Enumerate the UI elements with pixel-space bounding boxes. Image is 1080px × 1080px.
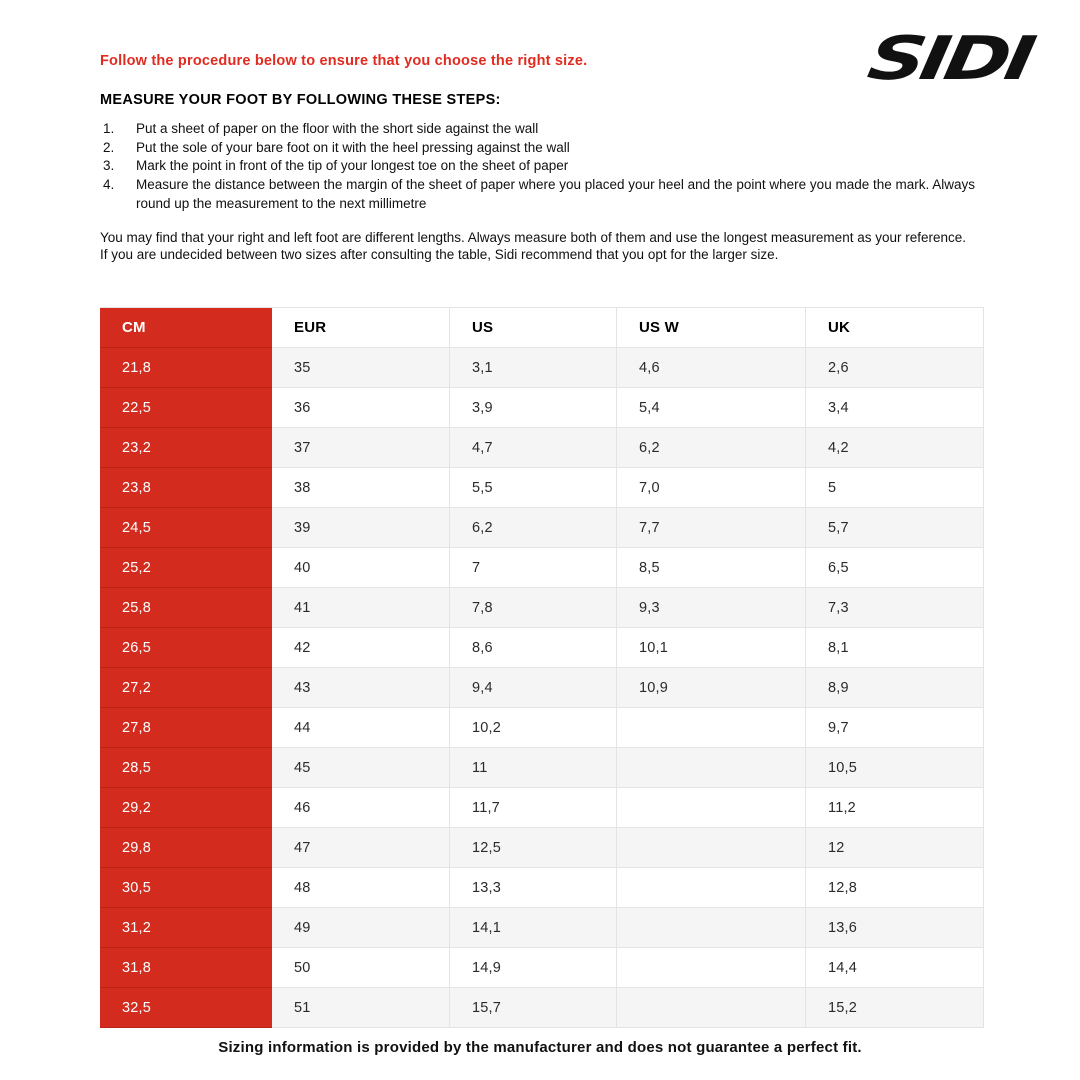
cell-cm: 26,5	[100, 628, 272, 668]
cell-us: 10,2	[450, 708, 617, 748]
table-row	[100, 708, 984, 748]
cell-cm: 27,2	[100, 668, 272, 708]
cell-us: 4,7	[450, 428, 617, 468]
note-larger-size: If you are undecided between two sizes after consulting the table, Sidi recommend that you opt for the larger size.	[100, 247, 779, 263]
step-item-2	[103, 139, 981, 158]
step-text: Mark the point in front of the tip of your longest toe on the sheet of paper	[136, 158, 569, 174]
table-row	[100, 508, 984, 548]
step-item-1	[103, 120, 981, 139]
step-text: Measure the distance between the margin of the sheet of paper where you placed your heel and the point where you made the mark. Always round up the measurement to the next millimetre	[136, 177, 976, 211]
cell-eur: 45	[272, 748, 450, 788]
cell-uk: 14,4	[806, 948, 984, 988]
cell-cm: CM	[100, 308, 272, 348]
cell-usw: 5,4	[617, 388, 806, 428]
table-row	[100, 428, 984, 468]
step-number: 1.	[103, 121, 115, 136]
table-row	[100, 948, 984, 988]
cell-us: US	[450, 308, 617, 348]
cell-us: 5,5	[450, 468, 617, 508]
cell-uk: 8,9	[806, 668, 984, 708]
cell-uk: 7,3	[806, 588, 984, 628]
table-row	[100, 628, 984, 668]
cell-uk: 10,5	[806, 748, 984, 788]
cell-us: 3,1	[450, 348, 617, 388]
table-row	[100, 348, 984, 388]
cell-usw: US W	[617, 308, 806, 348]
cell-cm: 29,8	[100, 828, 272, 868]
cell-cm: 27,8	[100, 708, 272, 748]
steps-list	[103, 120, 981, 214]
cell-cm: 25,2	[100, 548, 272, 588]
cell-uk: UK	[806, 308, 984, 348]
table-row	[100, 668, 984, 708]
cell-usw	[617, 948, 806, 988]
cell-us: 13,3	[450, 868, 617, 908]
cell-us: 9,4	[450, 668, 617, 708]
cell-cm: 25,8	[100, 588, 272, 628]
cell-us: 7,8	[450, 588, 617, 628]
cell-uk: 12,8	[806, 868, 984, 908]
table-row	[100, 788, 984, 828]
cell-us: 7	[450, 548, 617, 588]
cell-usw: 7,7	[617, 508, 806, 548]
sidi-logo-text: SIDI	[863, 24, 1037, 94]
cell-usw: 10,1	[617, 628, 806, 668]
cell-us: 14,9	[450, 948, 617, 988]
notes-block	[100, 229, 982, 263]
step-number: 4.	[103, 177, 115, 193]
cell-usw	[617, 788, 806, 828]
cell-eur: 43	[272, 668, 450, 708]
cell-eur: 40	[272, 548, 450, 588]
cell-uk: 12	[806, 828, 984, 868]
cell-cm: 23,8	[100, 468, 272, 508]
table-row	[100, 828, 984, 868]
cell-cm: 32,5	[100, 988, 272, 1028]
cell-usw: 8,5	[617, 548, 806, 588]
cell-us: 3,9	[450, 388, 617, 428]
cell-usw: 7,0	[617, 468, 806, 508]
cell-uk: 8,1	[806, 628, 984, 668]
cell-uk: 3,4	[806, 388, 984, 428]
cell-usw: 6,2	[617, 428, 806, 468]
steps-heading: MEASURE YOUR FOOT BY FOLLOWING THESE STEPS:	[100, 92, 501, 108]
cell-eur: 48	[272, 868, 450, 908]
step-number: 3.	[103, 158, 115, 174]
step-item-3	[103, 157, 981, 176]
cell-eur: 39	[272, 508, 450, 548]
cell-eur: 36	[272, 388, 450, 428]
table-row	[100, 548, 984, 588]
cell-usw	[617, 908, 806, 948]
cell-cm: 31,2	[100, 908, 272, 948]
cell-usw	[617, 868, 806, 908]
cell-eur: 46	[272, 788, 450, 828]
cell-eur: 51	[272, 988, 450, 1028]
cell-cm: 23,2	[100, 428, 272, 468]
cell-eur: 41	[272, 588, 450, 628]
cell-eur: 44	[272, 708, 450, 748]
cell-eur: EUR	[272, 308, 450, 348]
cell-usw	[617, 828, 806, 868]
table-row	[100, 388, 984, 428]
cell-usw	[617, 748, 806, 788]
cell-us: 6,2	[450, 508, 617, 548]
table-row	[100, 588, 984, 628]
cell-eur: 42	[272, 628, 450, 668]
table-row	[100, 868, 984, 908]
cell-uk: 9,7	[806, 708, 984, 748]
cell-cm: 29,2	[100, 788, 272, 828]
cell-eur: 49	[272, 908, 450, 948]
intro-line: Follow the procedure below to ensure that you choose the right size.	[100, 53, 588, 69]
table-row	[100, 908, 984, 948]
cell-uk: 2,6	[806, 348, 984, 388]
cell-usw: 4,6	[617, 348, 806, 388]
size-table	[100, 307, 984, 1028]
cell-us: 15,7	[450, 988, 617, 1028]
cell-uk: 5	[806, 468, 984, 508]
cell-us: 14,1	[450, 908, 617, 948]
sidi-logo	[830, 24, 1037, 94]
table-header-row	[100, 308, 984, 348]
table-row	[100, 748, 984, 788]
cell-eur: 47	[272, 828, 450, 868]
step-item-4	[103, 176, 981, 213]
step-number: 2.	[103, 139, 115, 155]
cell-eur: 38	[272, 468, 450, 508]
cell-uk: 6,5	[806, 548, 984, 588]
cell-us: 12,5	[450, 828, 617, 868]
cell-cm: 22,5	[100, 388, 272, 428]
cell-usw	[617, 708, 806, 748]
cell-cm: 21,8	[100, 348, 272, 388]
cell-usw: 9,3	[617, 588, 806, 628]
cell-usw: 10,9	[617, 668, 806, 708]
cell-cm: 31,8	[100, 948, 272, 988]
cell-uk: 4,2	[806, 428, 984, 468]
cell-us: 8,6	[450, 628, 617, 668]
table-row	[100, 988, 984, 1028]
cell-cm: 28,5	[100, 748, 272, 788]
cell-uk: 13,6	[806, 908, 984, 948]
cell-eur: 37	[272, 428, 450, 468]
cell-eur: 50	[272, 948, 450, 988]
step-text: Put the sole of your bare foot on it with the heel pressing against the wall	[136, 139, 570, 155]
cell-uk: 15,2	[806, 988, 984, 1028]
cell-uk: 11,2	[806, 788, 984, 828]
table-row	[100, 468, 984, 508]
cell-cm: 30,5	[100, 868, 272, 908]
note-measure-both: You may find that your right and left foot are different lengths. Always measure both of them and use the longest measurement as your reference.	[100, 230, 967, 245]
cell-us: 11	[450, 748, 617, 788]
cell-uk: 5,7	[806, 508, 984, 548]
cell-cm: 24,5	[100, 508, 272, 548]
step-text: Put a sheet of paper on the floor with the short side against the wall	[136, 121, 539, 136]
cell-us: 11,7	[450, 788, 617, 828]
footer-disclaimer: Sizing information is provided by the manufacturer and does not guarantee a perfect fit.	[218, 1039, 862, 1056]
cell-usw	[617, 988, 806, 1028]
cell-eur: 35	[272, 348, 450, 388]
